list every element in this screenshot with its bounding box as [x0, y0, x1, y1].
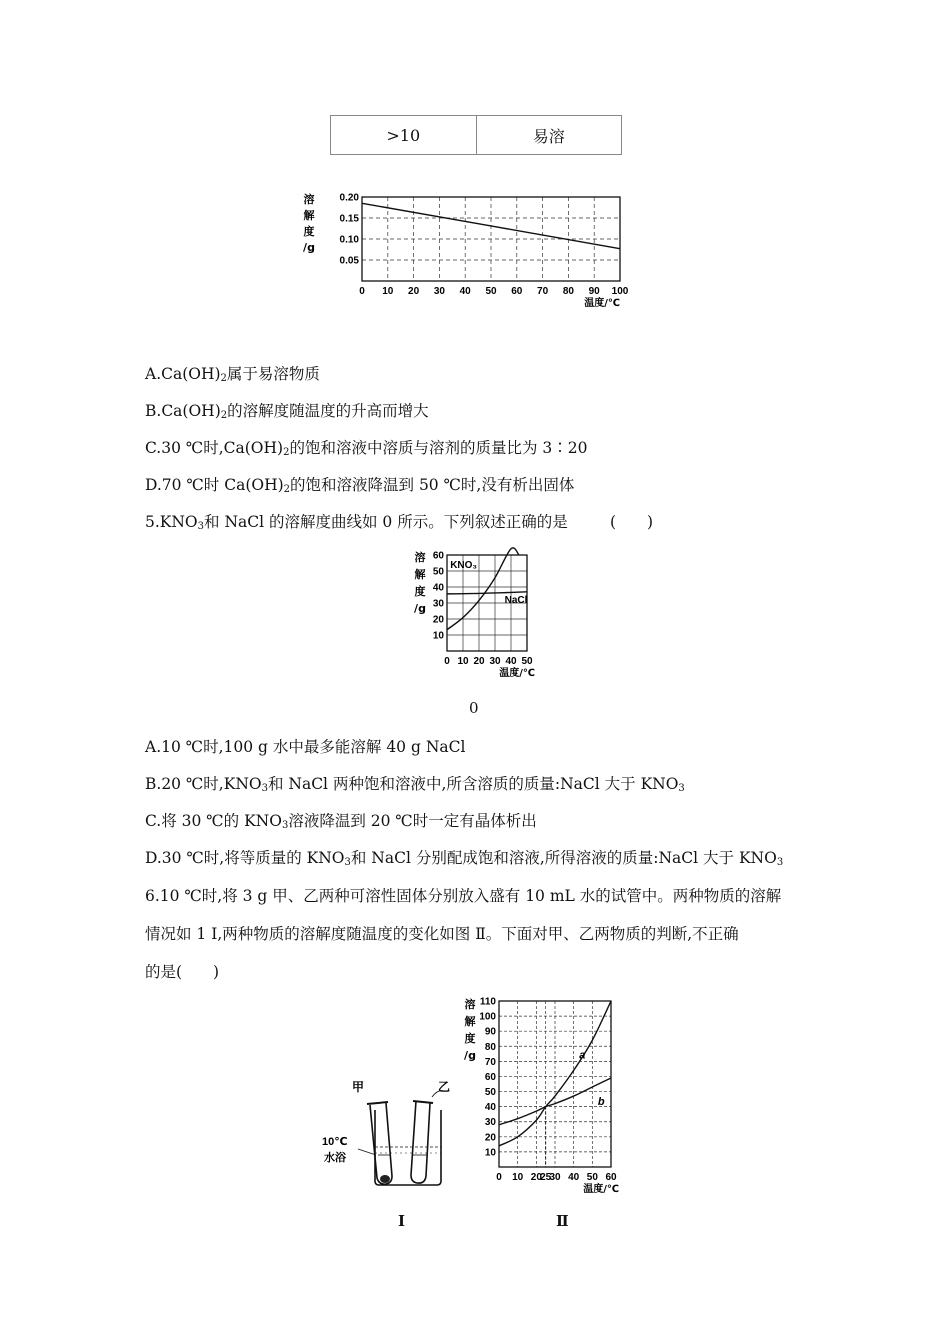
y-tick-label: 50: [432, 566, 444, 578]
x-tick-label: 20: [530, 1172, 542, 1183]
test-tube-apparatus-figure: [320, 1075, 470, 1195]
q5-figure-caption: 0: [469, 699, 479, 717]
x-tick-label: 60: [605, 1172, 617, 1183]
y-axis-label: /g: [303, 241, 315, 254]
y-axis-label: 解: [414, 568, 426, 581]
y-tick-label: 10: [484, 1147, 496, 1159]
x-tick-label: 30: [489, 656, 501, 667]
solubility-table-row: [330, 115, 622, 155]
table-cell-range: >10: [386, 125, 421, 145]
y-axis-label: 解: [303, 209, 315, 222]
bath-label-water: 水浴: [324, 1151, 346, 1164]
q5-option-a: A.10 ℃时,100 g 水中最多能溶解 40 g NaCl: [145, 738, 466, 756]
x-tick-label: 0: [444, 656, 450, 667]
q4-option-d: D.70 ℃时 $Ca(OH)_2$的饱和溶液降温到 50 ℃时,没有析出固体: [145, 476, 575, 495]
x-tick-label: 10: [512, 1172, 524, 1183]
q6-stem-line1: 6.10 ℃时,将 3 g 甲、乙两种可溶性固体分别放入盛有 10 mL 水的试管中。两种物质的溶解: [145, 887, 782, 905]
undissolved-solid: [380, 1175, 390, 1183]
y-axis-label: 度: [464, 1032, 476, 1045]
y-axis-label: 度: [303, 225, 315, 238]
series-line-nacl: [447, 592, 527, 594]
y-axis-label: /g: [414, 602, 426, 615]
y-axis-label: /g: [464, 1049, 476, 1062]
y-tick-label: 60: [484, 1071, 496, 1083]
x-tick-label: 50: [521, 656, 533, 667]
q6-stem-line3: 的是( ): [145, 963, 220, 981]
x-axis-label: 温度/℃: [584, 298, 620, 309]
x-tick-label: 10: [382, 286, 394, 297]
ab-solubility-chart: [455, 992, 635, 1207]
figure-caption-ii: Ⅱ: [556, 1212, 569, 1230]
x-tick-label: 10: [457, 656, 469, 667]
x-tick-label: 40: [568, 1172, 580, 1183]
x-axis-label: 温度/℃: [499, 668, 535, 679]
series-label-a: a: [579, 1049, 586, 1062]
bath-label-temp: 10℃: [322, 1136, 348, 1148]
q5-option-b: B.20 ℃时$,KNO_3$和 NaCl 两种饱和溶液中,所含溶质的质量:NaCl 大于 $KNO_3$: [145, 775, 685, 794]
x-tick-label: 20: [408, 286, 420, 297]
q5-stem: $5.KNO_3$和 NaCl 的溶解度曲线如 0 所示。下列叙述正确的是: [145, 513, 568, 532]
x-tick-label: 40: [505, 656, 517, 667]
y-tick-label: 90: [484, 1026, 496, 1038]
bath-pointer: [358, 1149, 376, 1155]
y-tick-label: 100: [479, 1011, 496, 1023]
x-tick-label: 50: [485, 286, 497, 297]
y-axis-label: 溶: [414, 551, 426, 564]
q4-option-b: $B.Ca(OH)_2$的溶解度随温度的升高而增大: [145, 402, 429, 421]
tube-label-jia: 甲: [352, 1080, 365, 1094]
tube-label-yi: 乙: [438, 1080, 451, 1094]
x-tick-label: 60: [511, 286, 523, 297]
q4-option-c: C.30 ℃时$,Ca(OH)_2$的饱和溶液中溶质与溶剂的质量比为 3∶20: [145, 439, 588, 458]
x-tick-label: 90: [588, 286, 600, 297]
y-tick-label: 110: [479, 996, 496, 1008]
y-axis-label: 解: [464, 1015, 476, 1028]
x-tick-label: 30: [549, 1172, 561, 1183]
q5-answer-paren: ( ): [610, 513, 654, 531]
caoh2-solubility-chart: [300, 185, 660, 315]
x-tick-label: 50: [586, 1172, 598, 1183]
y-tick-label: 0.05: [339, 255, 359, 267]
y-tick-label: 20: [432, 614, 444, 626]
x-axis-label: 温度/℃: [583, 1184, 619, 1195]
y-tick-label: 30: [484, 1117, 496, 1129]
y-tick-label: 50: [484, 1087, 496, 1099]
test-tube-jia: [367, 1102, 392, 1184]
figure-caption-i: Ⅰ: [398, 1212, 406, 1230]
y-axis-label: 度: [414, 585, 426, 598]
q6-stem-line2: 情况如 1 Ⅰ,两种物质的溶解度随温度的变化如图 Ⅱ。下面对甲、乙两物质的判断,不正确: [145, 925, 739, 943]
y-tick-label: 0.10: [339, 234, 359, 246]
y-tick-label: 30: [432, 598, 444, 610]
x-tick-label: 0: [359, 286, 365, 297]
y-tick-label: 0.15: [339, 213, 359, 225]
y-tick-label: 60: [432, 550, 444, 562]
y-tick-label: 20: [484, 1132, 496, 1144]
test-tube-yi: [411, 1091, 444, 1184]
x-tick-label: 20: [473, 656, 485, 667]
x-tick-label: 70: [537, 286, 549, 297]
series-label-b: b: [597, 1096, 605, 1109]
y-tick-label: 40: [484, 1102, 496, 1114]
y-axis-label: 溶: [464, 998, 476, 1011]
series-label-kno3: KNO₃: [450, 559, 478, 571]
q5-option-d: D.30 ℃时,将等质量的 $KNO_3$和 NaCl 分别配成饱和溶液,所得溶液的质量:NaCl 大于 $KNO_3$: [145, 849, 784, 868]
x-tick-label: 0: [496, 1172, 502, 1183]
y-tick-label: 80: [484, 1041, 496, 1053]
x-tick-label: 25: [540, 1172, 552, 1183]
y-tick-label: 70: [484, 1056, 496, 1068]
y-axis-label: 溶: [303, 193, 315, 206]
x-tick-label: 40: [459, 286, 471, 297]
y-tick-label: 0.20: [339, 192, 359, 204]
x-tick-label: 30: [433, 286, 445, 297]
x-tick-label: 100: [611, 286, 629, 297]
table-cell-class: 易溶: [476, 116, 622, 154]
kno3-nacl-solubility-chart: [405, 545, 555, 685]
beaker: [375, 1110, 441, 1185]
x-tick-label: 80: [562, 286, 574, 297]
q5-option-c: C.将 30 ℃的 $KNO_3$溶液降温到 20 ℃时一定有晶体析出: [145, 812, 537, 831]
y-tick-label: 40: [432, 582, 444, 594]
y-tick-label: 10: [432, 630, 444, 642]
q4-option-a: $A.Ca(OH)_2$属于易溶物质: [145, 365, 320, 384]
series-label-nacl: NaCl: [504, 595, 528, 606]
